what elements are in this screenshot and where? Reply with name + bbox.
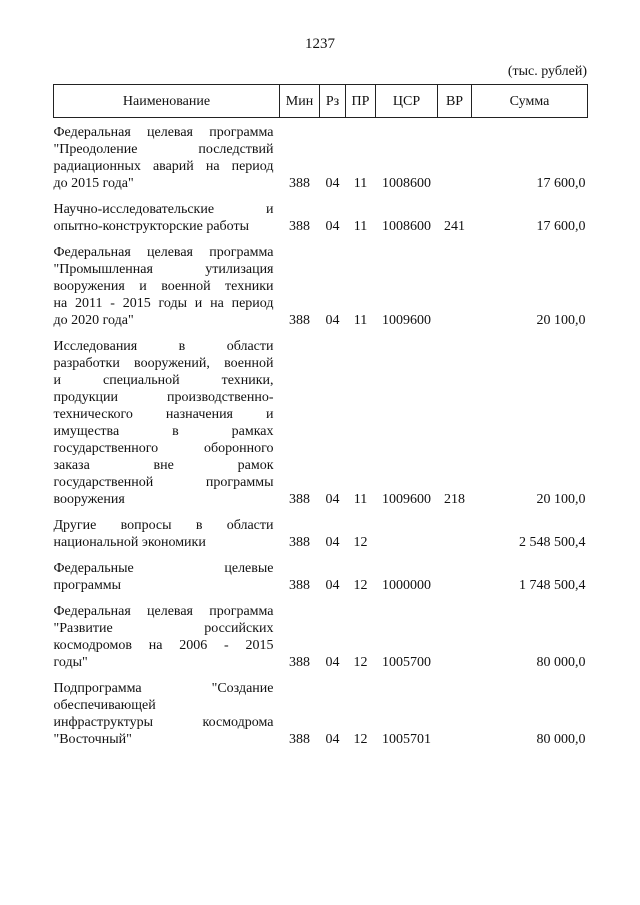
row-pr: 12 [353, 655, 368, 670]
row-pr: 11 [353, 176, 368, 191]
row-name-line: национальной экономики [53, 535, 206, 550]
row-name [54, 554, 280, 597]
row-sum: 20 100,0 [536, 313, 586, 328]
row-pr: 11 [353, 313, 368, 328]
row-name-line: космодромов на 2006 - 2015 [53, 638, 274, 653]
row-rz: 04 [325, 535, 340, 550]
row-name [54, 332, 280, 511]
row-name-line: продукции производственно- [53, 390, 274, 405]
row-csr: 1009600 [382, 313, 431, 328]
row-csr: 1000000 [382, 578, 431, 593]
row-sum: 2 548 500,4 [519, 535, 586, 550]
row-name-line: государственного оборонного [53, 441, 274, 456]
row-name-line: "Промышленная утилизация [53, 262, 274, 277]
row-name-line: Федеральная целевая программа [53, 604, 274, 619]
row-min: 388 [289, 732, 310, 747]
row-sum: 17 600,0 [536, 176, 586, 191]
row-min: 388 [289, 655, 310, 670]
units-label: (тыс. рублей) [507, 64, 587, 79]
row-name-line: Другие вопросы в области [53, 518, 274, 533]
row-rz: 04 [325, 313, 340, 328]
table-row [54, 332, 588, 511]
row-name-line: "Восточный" [53, 732, 132, 747]
header-rz: Рз [320, 85, 346, 118]
row-name-line: годы" [53, 655, 88, 670]
table-header-row [54, 85, 588, 118]
row-name-line: "Развитие российских [53, 621, 274, 636]
row-min: 388 [289, 219, 310, 234]
row-name [54, 195, 280, 238]
header-pr: ПР [346, 85, 376, 118]
row-csr: 1005700 [382, 655, 431, 670]
row-name-line: технического назначения и [53, 407, 274, 422]
page-number: 1237 [305, 36, 335, 52]
row-name-line: радиационных аварий на период [53, 159, 274, 174]
row-rz: 04 [325, 578, 340, 593]
row-rz: 04 [325, 176, 340, 191]
row-name [54, 118, 280, 196]
row-name-line: Исследования в области [53, 339, 274, 354]
row-name-line: инфраструктуры космодрома [53, 715, 274, 730]
row-rz: 04 [325, 732, 340, 747]
row-vr [438, 238, 472, 332]
row-name-line: "Преодоление последствий [53, 142, 274, 157]
row-rz: 04 [325, 219, 340, 234]
row-pr: 12 [353, 732, 368, 747]
row-name-line: Федеральные целевые [53, 561, 274, 576]
row-name-line: вооружения [53, 492, 125, 507]
table-row [54, 554, 588, 597]
header-min: Мин [280, 85, 320, 118]
row-min: 388 [289, 535, 310, 550]
row-pr: 11 [353, 492, 368, 507]
row-csr: 1008600 [382, 219, 431, 234]
row-pr: 12 [353, 578, 368, 593]
row-min: 388 [289, 492, 310, 507]
row-csr: 1008600 [382, 176, 431, 191]
row-rz: 04 [325, 655, 340, 670]
row-name-line: государственной программы [53, 475, 274, 490]
table-row [54, 118, 588, 196]
row-pr: 11 [353, 219, 368, 234]
row-name-line: и специальной техники, [53, 373, 274, 388]
row-min: 388 [289, 578, 310, 593]
table-row [54, 597, 588, 674]
row-name [54, 597, 280, 674]
row-vr [438, 597, 472, 674]
row-sum: 80 000,0 [536, 655, 586, 670]
row-name-line: разработки вооружений, военной [53, 356, 274, 371]
budget-table [53, 84, 588, 751]
row-name [54, 511, 280, 554]
row-min: 388 [289, 176, 310, 191]
row-name-line: Федеральная целевая программа [53, 125, 274, 140]
row-sum: 80 000,0 [536, 732, 586, 747]
row-sum: 17 600,0 [536, 219, 586, 234]
row-name-line: опытно-конструкторские работы [53, 219, 250, 234]
row-rz: 04 [325, 492, 340, 507]
row-name [54, 674, 280, 751]
header-sum: Сумма [472, 85, 588, 118]
row-vr [438, 674, 472, 751]
row-name-line: обеспечивающей [53, 698, 156, 713]
row-name [54, 238, 280, 332]
row-vr: 218 [444, 492, 465, 507]
row-min: 388 [289, 313, 310, 328]
table-row [54, 238, 588, 332]
header-vr: ВР [438, 85, 472, 118]
row-csr [376, 511, 438, 554]
row-name-line: заказа вне рамок [53, 458, 274, 473]
table-row [54, 195, 588, 238]
row-name-line: до 2020 года" [53, 313, 134, 328]
row-name-line: Подпрограмма "Создание [53, 681, 274, 696]
row-name-line: Научно-исследовательские и [53, 202, 274, 217]
row-name-line: имущества в рамках [53, 424, 274, 439]
row-name-line: на 2011 - 2015 годы и на период [53, 296, 274, 311]
row-name-line: Федеральная целевая программа [53, 245, 274, 260]
row-name-line: программы [53, 578, 122, 593]
row-name-line: вооружения и военной техники [53, 279, 274, 294]
row-vr [438, 511, 472, 554]
row-vr: 241 [444, 219, 465, 234]
row-sum: 1 748 500,4 [519, 578, 586, 593]
row-pr: 12 [353, 535, 368, 550]
header-csr: ЦСР [376, 85, 438, 118]
row-vr [438, 554, 472, 597]
row-csr: 1009600 [382, 492, 431, 507]
header-name: Наименование [54, 85, 280, 118]
row-name-line: до 2015 года" [53, 176, 134, 191]
row-sum: 20 100,0 [536, 492, 586, 507]
row-vr [438, 118, 472, 196]
row-csr: 1005701 [382, 732, 431, 747]
table-row [54, 674, 588, 751]
table-row [54, 511, 588, 554]
